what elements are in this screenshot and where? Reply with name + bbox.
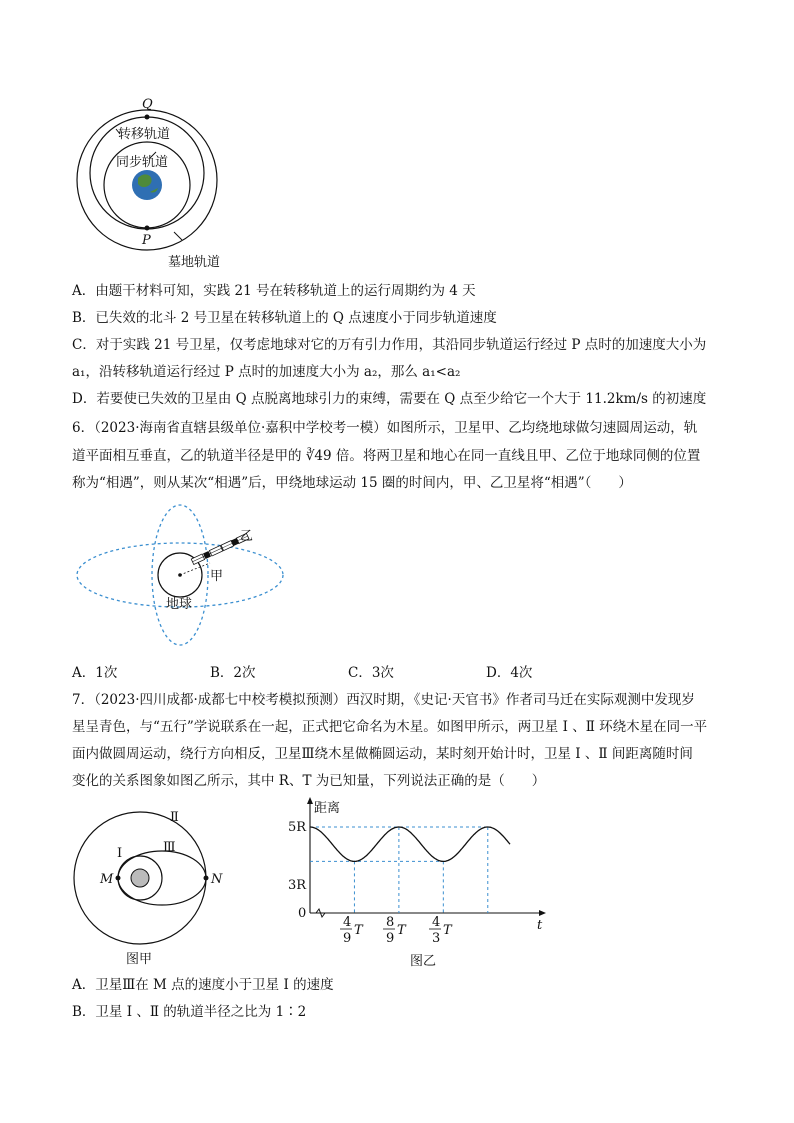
label-yi: 乙 (240, 529, 254, 544)
q6-option-a: A．1次 (72, 665, 118, 681)
jupiter (131, 869, 149, 887)
y-tick-0: 0 (298, 906, 307, 921)
svg-text:T: T (397, 923, 406, 938)
q5-option-b: B．已失效的北斗 2 号卫星在转移轨道上的 Q 点速度小于同步轨道速度 (72, 310, 497, 326)
q5-option-c-line2: a₁，沿转移轨道运行经过 P 点时的加速度大小为 a₂，那么 a₁<a₂ (72, 364, 461, 380)
label-transfer: 转移轨道 (118, 127, 171, 142)
caption-jia: 图甲 (126, 952, 153, 967)
q6-stem-line1: 6．（2023·海南省直辖县级单位·嘉积中学校考一模）如图所示，卫星甲、乙均绕地球做匀速圆周运动，轨 (72, 420, 698, 436)
svg-text:8: 8 (386, 915, 395, 930)
q7-stem-line3: 面内做圆周运动，绕行方向相反，卫星Ⅲ绕木星做椭圆运动，某时刻开始计时，卫星 Ⅰ 、Ⅱ 间距离随时间 (72, 746, 693, 762)
label-sync: 同步轨道 (116, 155, 169, 170)
q6-stem-line3: 称为“相遇”，则从某次“相遇”后，甲绕地球运动 15 圈的时间内，甲、乙卫星将“相遇”（ ） (72, 475, 632, 491)
label-orbit-iii: Ⅲ (163, 840, 176, 855)
label-orbit-ii: Ⅱ (170, 810, 179, 825)
point-m (116, 876, 121, 881)
y-tick-5r: 5R (288, 820, 307, 835)
q6-option-d: D．4次 (486, 665, 533, 681)
svg-text:T: T (354, 923, 363, 938)
p-point (145, 226, 150, 231)
q7-option-a: A．卫星Ⅲ在 M 点的速度小于卫星 Ⅰ 的速度 (72, 977, 334, 993)
label-earth: 地球 (166, 597, 193, 612)
label-n: N (211, 872, 223, 887)
distance-time-chart (280, 795, 560, 975)
svg-text:9: 9 (343, 931, 352, 946)
q5-option-d: D．若要使已失效的卫星由 Q 点脱离地球引力的束缚，需要在 Q 点至少给它一个大于 11.2km/s 的初速度 (72, 391, 707, 407)
q6-stem-line2: 道平面相互垂直，乙的轨道半径是甲的 ∛49 倍。将两卫星和地心在同一直线且甲、乙位于地球同侧的位置 (72, 448, 701, 464)
y-tick-3r: 3R (288, 878, 307, 893)
caption-yi: 图乙 (410, 954, 437, 969)
label-orbit-i: Ⅰ (117, 846, 123, 861)
x-tick-4-3-t (429, 915, 453, 946)
distance-curve (310, 827, 510, 861)
svg-text:3: 3 (432, 931, 441, 946)
svg-text:4: 4 (343, 915, 352, 930)
q6-option-b: B．2次 (210, 665, 256, 681)
q5-option-a: A．由题干材料可知，实践 21 号在转移轨道上的运行周期约为 4 天 (72, 283, 476, 299)
x-axis-label: t (537, 918, 543, 933)
q-point (145, 115, 150, 120)
x-tick-4-9-t (340, 915, 364, 946)
label-graveyard: 墓地轨道 (168, 255, 221, 270)
orbit-diagram-2 (70, 500, 290, 655)
point-n (204, 876, 209, 881)
q5-option-c-line1: C．对于实践 21 号卫星，仅考虑地球对它的万有引力作用，其沿同步轨道运行经过 P 点时的加速度大小为 (72, 337, 707, 353)
label-m: M (100, 872, 114, 887)
x-tick-8-9-t (383, 915, 407, 946)
orbit-diagram-1 (70, 92, 250, 277)
svg-text:9: 9 (386, 931, 395, 946)
svg-text:T: T (443, 923, 452, 938)
q6-option-c: C．3次 (348, 665, 394, 681)
label-q: Q (142, 97, 153, 112)
q7-stem-line4: 变化的关系图象如图乙所示，其中 R、T 为已知量，下列说法正确的是（ ） (72, 773, 546, 789)
svg-text:4: 4 (432, 915, 441, 930)
q7-stem-line1: 7．（2023·四川成都·成都七中校考模拟预测）西汉时期，《史记·天官书》作者司马迁在实际观测中发现岁 (72, 692, 695, 708)
label-p: P (142, 233, 151, 248)
jupiter-orbit-diagram (70, 805, 240, 970)
label-jia: 甲 (210, 569, 224, 584)
q7-stem-line2: 星呈青色，与“五行”学说联系在一起，正式把它命名为木星。如图甲所示，两卫星 Ⅰ 、Ⅱ 环绕木星在同一平 (72, 719, 708, 735)
y-axis-label: 距离 (314, 801, 341, 816)
q7-option-b: B．卫星 Ⅰ 、Ⅱ 的轨道半径之比为 1∶2 (72, 1004, 307, 1020)
